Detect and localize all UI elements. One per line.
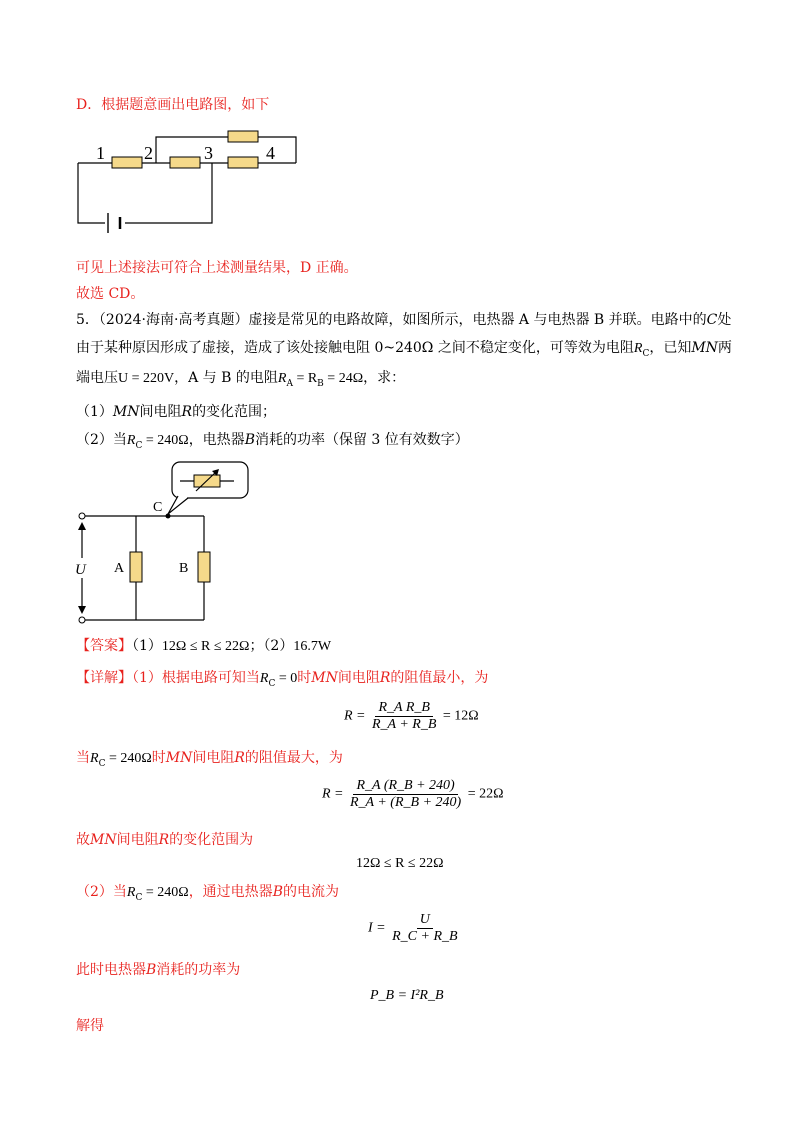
problem-line-1: 5．（2024·海南·高考真题）虚接是常见的电路故障，如图所示，电热器 A 与电热器 B 并联。电路中的C处: [76, 312, 732, 328]
part-d-choice: 故选 CD。: [76, 286, 145, 302]
label-c: C: [153, 500, 163, 515]
resistor-2-3: [170, 157, 200, 168]
circuit-diagram-d: [70, 125, 310, 235]
equation-1: R = $\frac{\text{R\_A R\_B}}{R\_A + R\_B}$ = 12Ω: [344, 700, 479, 732]
resistor-2-4: [228, 131, 258, 142]
arrow-down-icon: [78, 606, 86, 614]
answer-line: 【答案】（1）12Ω ≤ R ≤ 22Ω；（2）16.7W: [76, 638, 332, 654]
circuit-diagram-5: [70, 458, 270, 633]
resistor-a: [130, 552, 142, 582]
label-u: U: [75, 562, 86, 578]
detail-tag: 【详解】: [76, 670, 132, 686]
detail-line-5: 此时电热器B消耗的功率为: [76, 962, 241, 978]
resistor-3-4: [228, 157, 258, 168]
problem-line-3: 端电压U = 220V，A 与 B 的电阻$R_A = R_B = 24\Omega$，求：: [76, 370, 406, 389]
resistor-1-2: [112, 157, 142, 168]
question-1: （1）MN间电阻R的变化范围；: [76, 404, 277, 420]
node-label-4: 4: [266, 143, 275, 163]
equation-2: R = $\frac{R\_A (R\_B + 240)}{R\_A + (R\_B + 240)}$ = 22Ω: [322, 778, 504, 810]
detail-line-2: 当$R_C = 240\Omega$时MN间电阻R的阻值最大，为: [76, 750, 343, 769]
problem-number: 5．: [76, 312, 99, 328]
question-2: （2）当$R_C = 240\Omega$，电热器B消耗的功率（保留 3 位有效数字）: [76, 432, 469, 451]
part-d-line: D．根据题意画出电路图，如下: [76, 97, 270, 113]
detail-line-4: （2）当$R_C = 240\Omega$，通过电热器B的电流为: [76, 884, 339, 903]
detail-line-6: 解得: [76, 1018, 104, 1034]
label-b: B: [179, 561, 189, 576]
part-d-conclusion: 可见上述接法可符合上述测量结果，D 正确。: [76, 260, 358, 276]
terminal-m: [79, 513, 85, 519]
node-label-1: 1: [96, 143, 105, 163]
equation-3: 12Ω ≤ R ≤ 22Ω: [356, 856, 444, 871]
node-label-3: 3: [204, 143, 213, 163]
equation-4: I = $\frac{U}{R\_C + R\_B}$: [368, 912, 458, 944]
label-a: A: [114, 561, 125, 576]
detail-line-1: 【详解】（1）根据电路可知当$R_C = 0$时MN间电阻R的阻值最小，为: [76, 670, 489, 689]
answer-tag: 【答案】: [76, 638, 132, 654]
equation-5: P_B = I²R_B: [370, 988, 444, 1003]
terminal-n: [79, 617, 85, 623]
node-label-2: 2: [144, 143, 153, 163]
resistor-b: [198, 552, 210, 582]
detail-line-3: 故MN间电阻R的变化范围为: [76, 832, 254, 848]
node-c-dot: [166, 514, 171, 519]
problem-line-2: 由于某种原因形成了虚接，造成了该处接触电阻 0~240Ω 之间不稳定变化，可等效为电阻$R_C$，已知MN两: [76, 340, 732, 359]
arrow-up-icon: [78, 522, 86, 530]
